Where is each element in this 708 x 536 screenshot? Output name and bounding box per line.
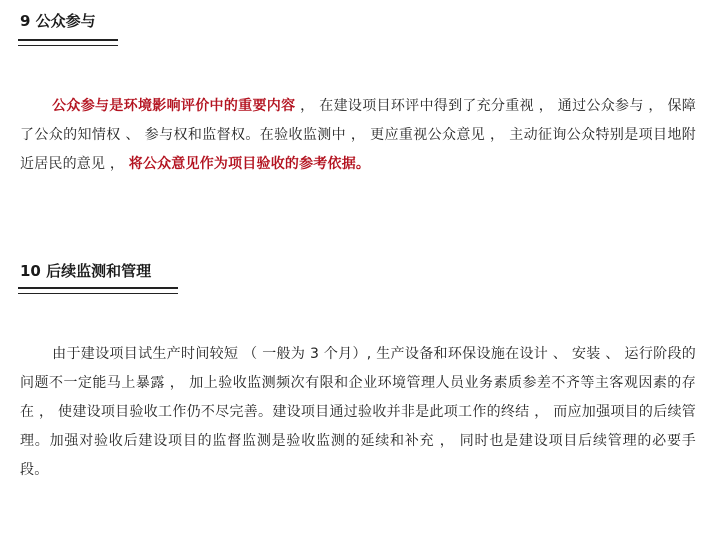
section-heading-follow-up-monitoring: 10 后续监测和管理 (20, 262, 152, 280)
paragraph-public-participation (20, 92, 696, 179)
paragraph-follow-up-monitoring (20, 340, 696, 485)
highlight-public-participation-importance: 公众参与是环境影响评价中的重要内容 (52, 98, 296, 114)
heading-underline (18, 287, 178, 294)
highlight-public-opinion-basis: 将公众意见作为项目验收的参考依据。 (128, 156, 371, 172)
paragraph-body-text: 由于建设项目试生产时间较短 （ 一般为 3 个月）, 生产设备和环保设施在设计 、 安装 、 运行阶段的问题不一定能马上暴露 ， 加上验收监测频次有限和企业环境管理人员业务素质参差不齐等主客观因素的存在 ， 使建设项目验收工作仍不尽完善。建设项目通过验收并非是此项工作的终结 ， 而应加强项目的后续管理。加强对验收后建设项目的监督监测是验收监测的延续和补充 ， 同时也是建设项目后续管理的必要手段。 (20, 346, 696, 478)
paragraph-body-text: ， 在建设项目环评中得到了充分重视 ， 通过公众参与 ， 保障了公众的知情权 、 参与权和监督权。在验收监测中 ， 更应重视公众意见 ， 主动征询公众特别是项目地附近居民的意见 ， (20, 98, 696, 172)
heading-underline (18, 39, 118, 46)
section-heading-public-participation: 9 公众参与 (20, 12, 96, 30)
